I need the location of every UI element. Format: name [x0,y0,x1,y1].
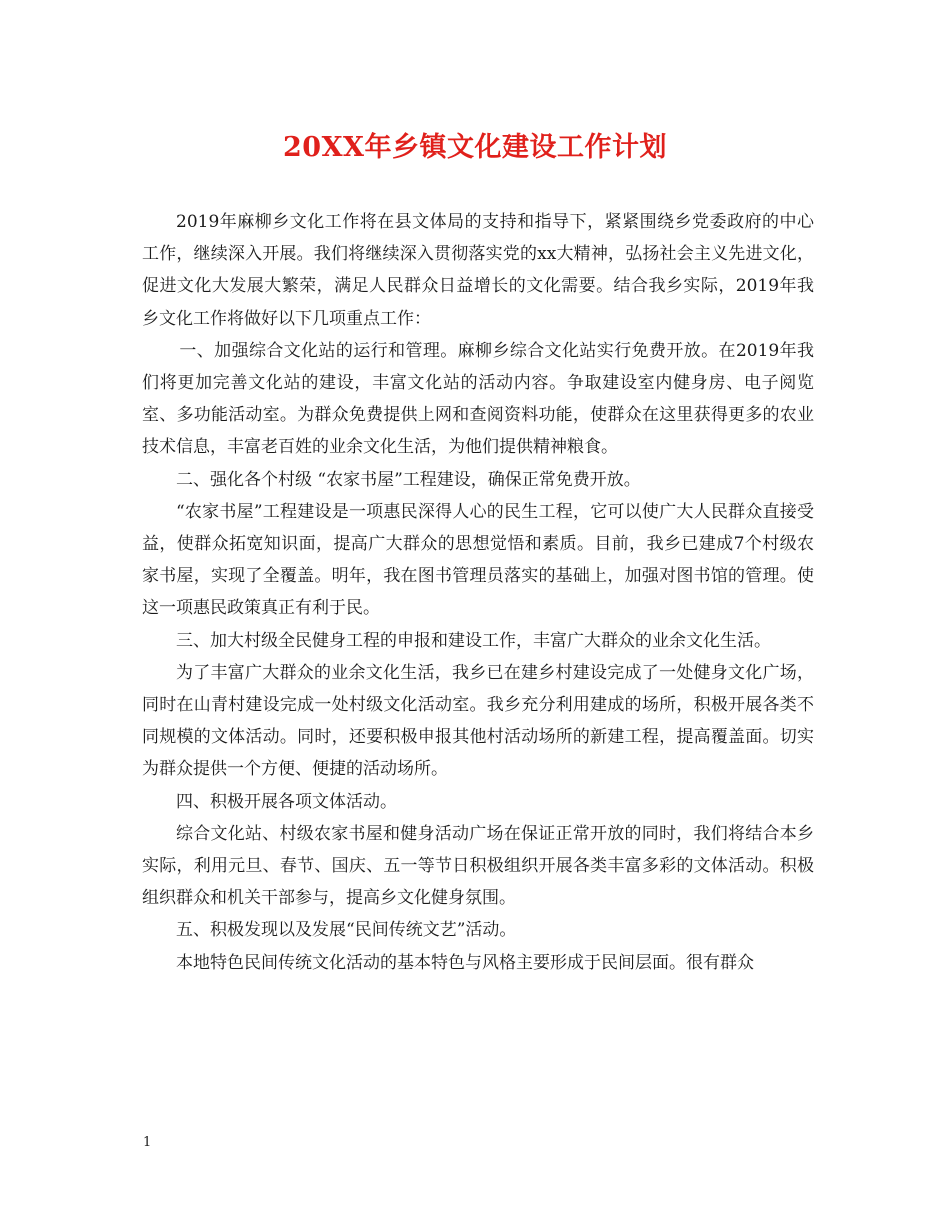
document-title: 20XX年乡镇文化建设工作计划 [283,132,667,163]
paragraph-intro: 2019年麻柳乡文化工作将在县文体局的支持和指导下，紧紧围绕乡党委政府的中心工作，继续深入开展。我们将继续深入贯彻落实党的xx大精神，弘扬社会主义先进文化，促进文化大发展大繁荣，满足人民群众日益增长的文化需要。结合我乡实际，2019年我乡文化工作将做好以下几项重点工作： [142,212,814,329]
paragraph-section-4-heading: 四、积极开展各项文体活动。 [176,791,397,812]
paragraph-section-3-heading: 三、加大村级全民健身工程的申报和建设工作，丰富广大群众的业余文化生活。 [176,630,771,651]
paragraph-section-4-body: 综合文化站、村级农家书屋和健身活动广场在保证正常开放的同时，我们将结合本乡实际，利用元旦、春节、国庆、五一等节日积极组织开展各类丰富多彩的文体活动。积极组织群众和机关干部参与，提高乡文化健身氛围。 [142,823,814,909]
paragraph-section-2-body: “农家书屋”工程建设是一项惠民深得人心的民生工程，它可以使广大人民群众直接受益，使群众拓宽知识面，提高广大群众的思想觉悟和素质。目前，我乡已建成7个村级农家书屋，实现了全覆盖。明年，我在图书管理员落实的基础上，加强对图书馆的管理。使这一项惠民政策真正有利于民。 [142,501,814,619]
document-body [142,206,814,979]
paragraph-section-1: 一、加强综合文化站的运行和管理。麻柳乡综合文化站实行免费开放。在2019年我们将更加完善文化站的建设，丰富文化站的活动内容。争取建设室内健身房、电子阅览室、多功能活动室。为群众免费提供上网和查阅资料功能，使群众在这里获得更多的农业技术信息，丰富老百姓的业余文化生活，为他们提供精神粮食。 [142,340,814,458]
paragraph-section-3-body: 为了丰富广大群众的业余文化生活，我乡已在建乡村建设完成了一处健身文化广场，同时在山青村建设完成一处村级文化活动室。我乡充分利用建成的场所，积极开展各类不同规模的文体活动。同时，还要积极申报其他村活动场所的新建工程，提高覆盖面。切实为群众提供一个方便、便捷的活动场所。 [142,662,814,780]
paragraph-section-5-heading: 五、积极发现以及发展“民间传统文艺”活动。 [176,920,517,941]
paragraph-section-2-heading: 二、强化各个村级 “农家书屋”工程建设，确保正常免费开放。 [176,469,641,490]
page-number: 1 [143,1135,152,1150]
paragraph-section-5-body: 本地特色民间传统文化活动的基本特色与风格主要形成于民间层面。很有群众 [176,952,754,973]
